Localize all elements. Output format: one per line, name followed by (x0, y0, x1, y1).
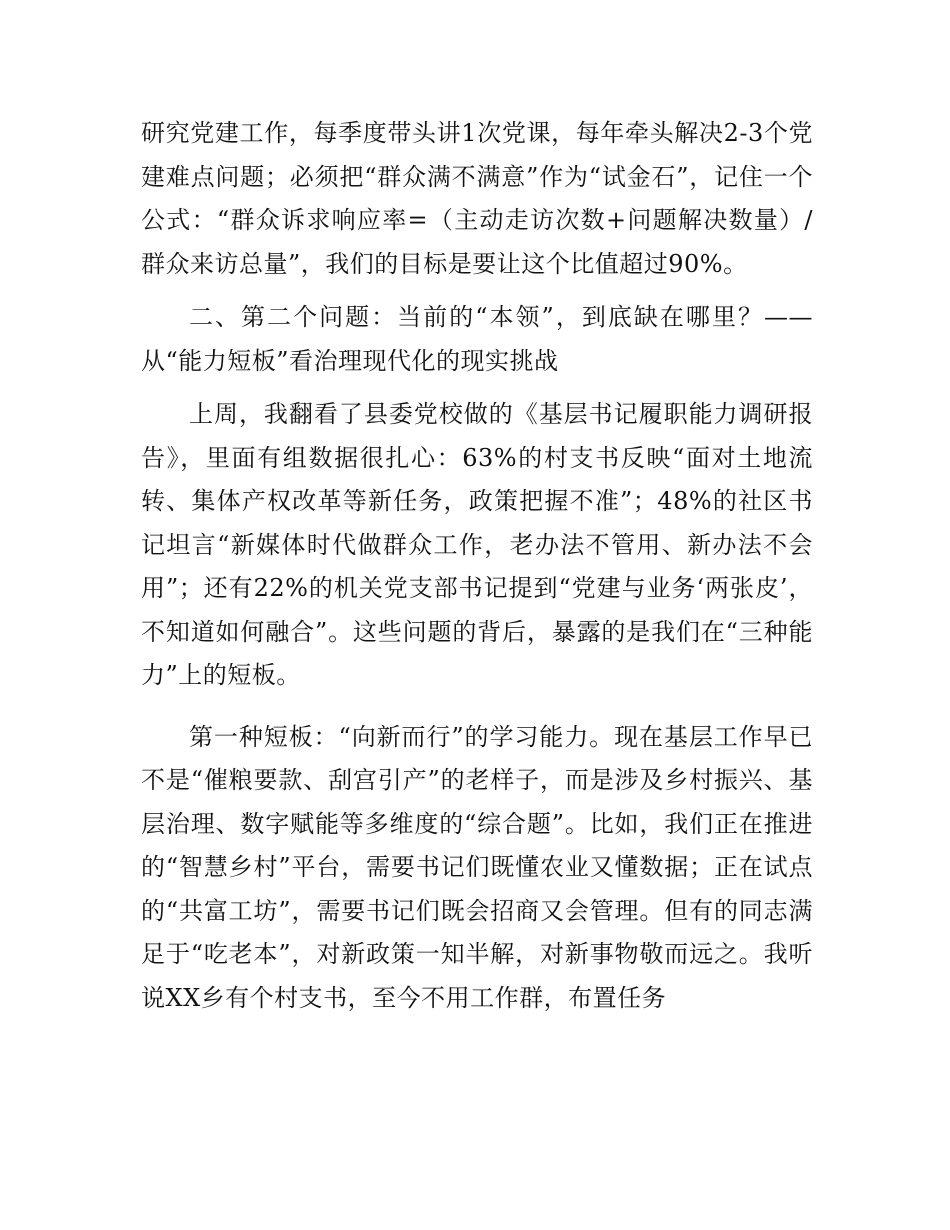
paragraph-first-shortcoming: 第一种短板：“向新而行”的学习能力。现在基层工作早已不是“催粮要款、刮宫引产”的老样子，而是涉及乡村振兴、基层治理、数字赋能等多维度的“综合题”。比如，我们正在推进的“智慧乡村”平台，需要书记们既懂农业又懂数据；正在试点的“共富工坊”，需要书记们既会招商又会管理。但有的同志满足于“吃老本”，对新政策一知半解，对新事物敬而远之。我听说XX乡有个村支书，至今不用工作群，布置任务 (141, 722, 813, 1012)
paragraph-continuation: 研究党建工作，每季度带头讲1次党课，每年牵头解决2-3个党建难点问题；必须把“群众满不满意”作为“试金石”，记住一个公式：“群众诉求响应率=（主动走访次数+问题解决数量）/群众来访总量”，我们的目标是要让这个比值超过90%。 (141, 119, 813, 278)
document-page (141, 112, 813, 1020)
section-heading: 二、第二个问题：当前的“本领”，到底缺在哪里？——从“能力短板”看治理现代化的现实挑战 (141, 303, 813, 375)
paragraph-report-data: 上周，我翻看了县委党校做的《基层书记履职能力调研报告》，里面有组数据很扎心：63%的村支书反映“面对土地流转、集体产权改革等新任务，政策把握不准”；48%的社区书记坦言“新媒体时代做群众工作，老办法不管用、新办法不会用”；还有22%的机关党支部书记提到“党建与业务‘两张皮’，不知道如何融合”。这些问题的背后，暴露的是我们在“三种能力”上的短板。 (141, 400, 813, 689)
